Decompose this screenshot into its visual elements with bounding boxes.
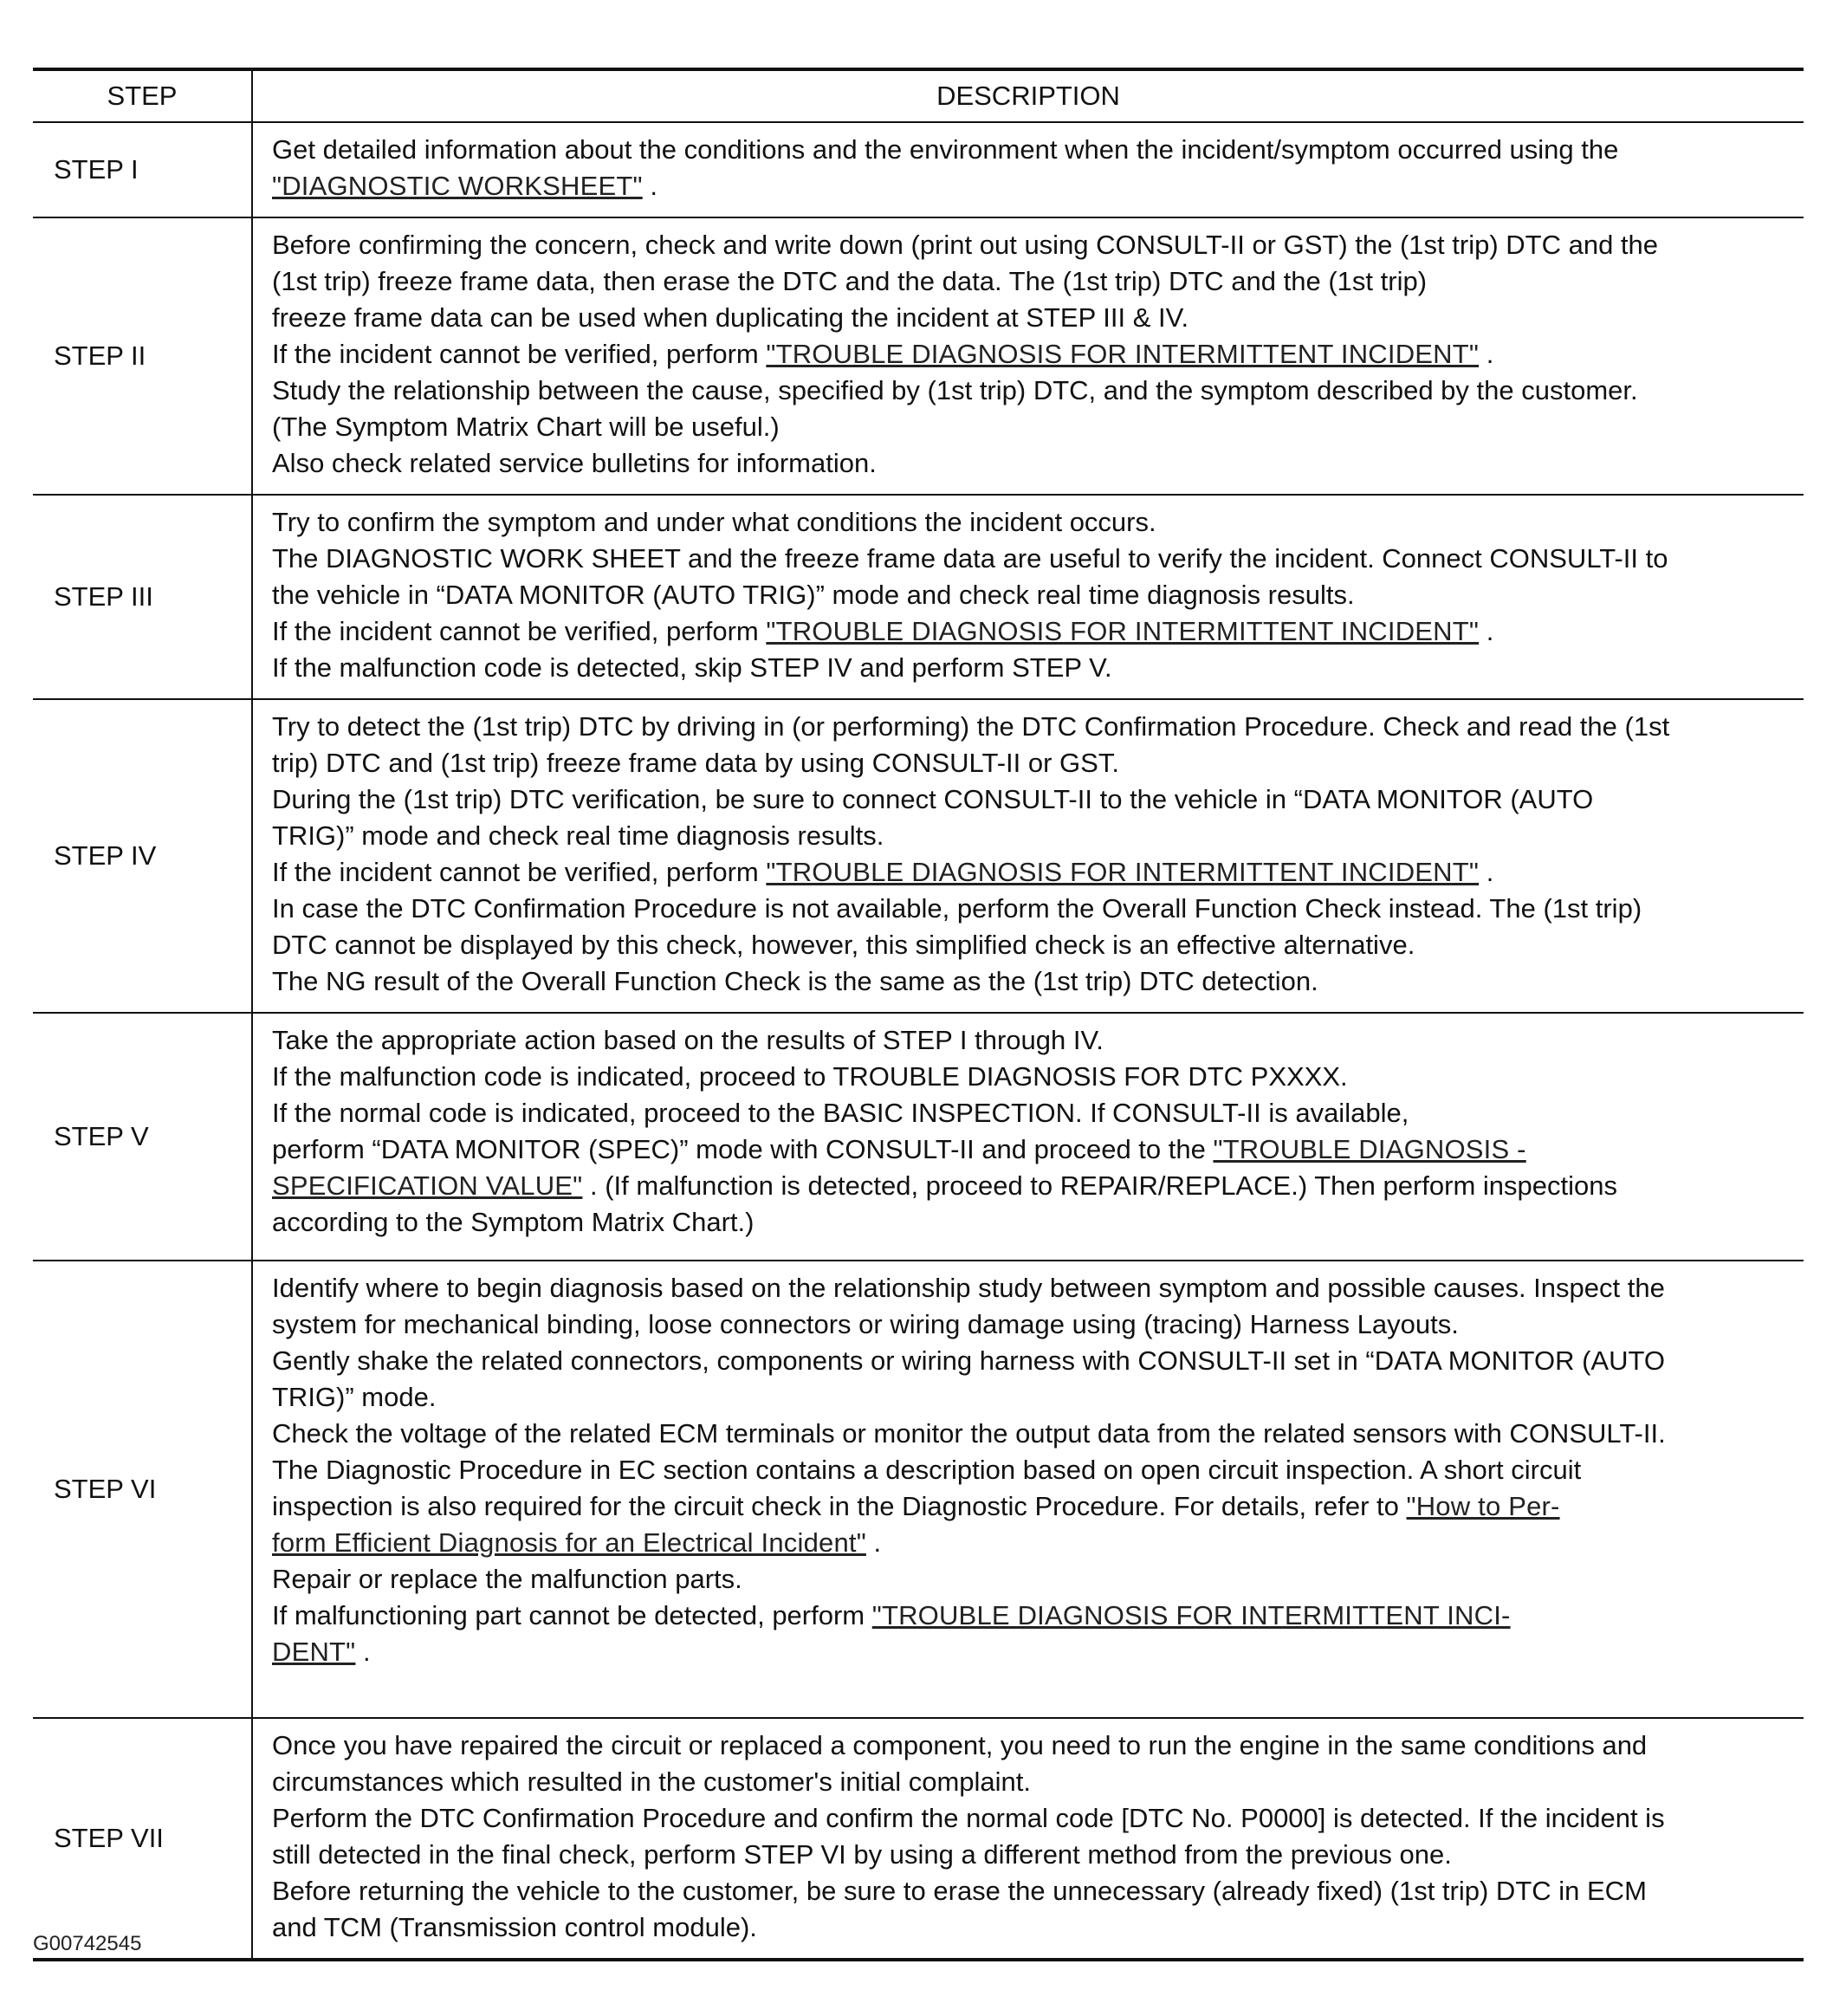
description-line: Once you have repaired the circuit or replaced a component, you need to run the engine in the same conditions and [272, 1730, 1648, 1760]
figure-id: G00742545 [33, 1932, 142, 1955]
step-description [252, 495, 1804, 699]
description-line: DTC cannot be displayed by this check, however, this simplified check is an effective alternative. [272, 930, 1415, 960]
description-line: Before confirming the concern, check and write down (print out using CONSULT-II or GST) the (1st trip) DTC and the [272, 230, 1659, 260]
description-line: Check the voltage of the related ECM terminals or monitor the output data from the related sensors with CONSULT-II. [272, 1418, 1666, 1449]
table-row [33, 1013, 1804, 1261]
description-line: still detected in the final check, perform STEP VI by using a different method from the previous one. [272, 1839, 1452, 1870]
step-description [252, 122, 1804, 217]
worksheet-link[interactable]: "DIAGNOSTIC WORKSHEET" [272, 171, 643, 201]
step-label: STEP VI [33, 1261, 252, 1718]
description-line: Try to confirm the symptom and under what conditions the incident occurs. [272, 507, 1156, 537]
step-label: STEP V [33, 1013, 252, 1261]
step-label: STEP VII [33, 1718, 252, 1960]
intermittent-incident-link[interactable]: "TROUBLE DIAGNOSIS FOR INTERMITTENT INCIDENT" [766, 857, 1480, 887]
specification-value-link[interactable]: SPECIFICATION VALUE" [272, 1170, 583, 1201]
table-header-row [33, 69, 1804, 122]
description-line: Gently shake the related connectors, components or wiring harness with CONSULT-II set in “DATA MONITOR (AUTO [272, 1345, 1665, 1376]
table-row [33, 217, 1804, 495]
step-description [252, 1261, 1804, 1718]
document [33, 68, 1804, 1961]
description-line: Perform the DTC Confirmation Procedure and confirm the normal code [DTC No. P0000] is detected. If the incident is [272, 1803, 1665, 1833]
description-line: If the malfunction code is indicated, proceed to TROUBLE DIAGNOSIS FOR DTC PXXXX. [272, 1061, 1348, 1092]
description-line: the vehicle in “DATA MONITOR (AUTO TRIG)” mode and check real time diagnosis results. [272, 580, 1355, 610]
description-line: (1st trip) freeze frame data, then erase the DTC and the data. The (1st trip) DTC and the (1st trip) [272, 266, 1428, 296]
table-row [33, 495, 1804, 699]
header-description: DESCRIPTION [252, 69, 1804, 122]
description-line: DENT" . [272, 1637, 371, 1667]
table-row [33, 1718, 1804, 1960]
header-step: STEP [33, 69, 252, 122]
description-line: Repair or replace the malfunction parts. [272, 1564, 742, 1594]
description-line: (The Symptom Matrix Chart will be useful.) [272, 412, 780, 442]
intermittent-incident-link[interactable]: DENT" [272, 1637, 356, 1667]
description-line: SPECIFICATION VALUE" . (If malfunction is detected, proceed to REPAIR/REPLACE.) Then perform inspections [272, 1170, 1617, 1201]
description-line: The Diagnostic Procedure in EC section contains a description based on open circuit inspection. A short circuit [272, 1455, 1582, 1485]
description-line: Try to detect the (1st trip) DTC by driving in (or performing) the DTC Confirmation Procedure. Check and read the (1st [272, 711, 1670, 742]
step-label: STEP III [33, 495, 252, 699]
description-line: If the incident cannot be verified, perform "TROUBLE DIAGNOSIS FOR INTERMITTENT INCIDENT" . [272, 857, 1494, 887]
step-label: STEP IV [33, 699, 252, 1013]
intermittent-incident-link[interactable]: "TROUBLE DIAGNOSIS FOR INTERMITTENT INCIDENT" [766, 616, 1480, 646]
intermittent-incident-link[interactable]: "TROUBLE DIAGNOSIS FOR INTERMITTENT INCI- [871, 1600, 1511, 1630]
description-line: form Efficient Diagnosis for an Electrical Incident" . [272, 1527, 882, 1558]
description-line: The NG result of the Overall Function Check is the same as the (1st trip) DTC detection. [272, 966, 1318, 996]
description-line: circumstances which resulted in the customer's initial complaint. [272, 1766, 1031, 1797]
description-line: inspection is also required for the circuit check in the Diagnostic Procedure. For details, refer to "How to Per- [272, 1491, 1560, 1521]
description-line: During the (1st trip) DTC verification, be sure to connect CONSULT-II to the vehicle in “DATA MONITOR (AUTO [272, 784, 1594, 814]
table-row [33, 1261, 1804, 1718]
step-description [252, 1718, 1804, 1960]
description-line: Get detailed information about the conditions and the environment when the incident/symptom occurred using the [272, 134, 1619, 165]
specification-value-link[interactable]: "TROUBLE DIAGNOSIS - [1213, 1134, 1526, 1164]
step-description [252, 1013, 1804, 1261]
description-line: The DIAGNOSTIC WORK SHEET and the freeze frame data are useful to verify the incident. Connect CONSULT-II to [272, 543, 1668, 574]
description-line: perform “DATA MONITOR (SPEC)” mode with CONSULT-II and proceed to the "TROUBLE DIAGNOSIS - [272, 1134, 1526, 1164]
description-line: If the incident cannot be verified, perform "TROUBLE DIAGNOSIS FOR INTERMITTENT INCIDENT" . [272, 616, 1494, 646]
description-line: In case the DTC Confirmation Procedure is not available, perform the Overall Function Check instead. The (1st trip) [272, 893, 1642, 924]
table-row [33, 699, 1804, 1013]
description-line: Before returning the vehicle to the customer, be sure to erase the unnecessary (already fixed) (1st trip) DTC in ECM [272, 1876, 1647, 1906]
description-line: If the incident cannot be verified, perform "TROUBLE DIAGNOSIS FOR INTERMITTENT INCIDENT" . [272, 339, 1494, 369]
electrical-incident-link[interactable]: form Efficient Diagnosis for an Electrical Incident" [272, 1527, 866, 1558]
description-line: according to the Symptom Matrix Chart.) [272, 1207, 755, 1237]
description-line: freeze frame data can be used when duplicating the incident at STEP III & IV. [272, 302, 1189, 333]
description-line: If the malfunction code is detected, skip STEP IV and perform STEP V. [272, 652, 1112, 683]
description-line: If the normal code is indicated, proceed to the BASIC INSPECTION. If CONSULT-II is available, [272, 1098, 1409, 1128]
intermittent-incident-link[interactable]: "TROUBLE DIAGNOSIS FOR INTERMITTENT INCIDENT" [766, 339, 1480, 369]
description-line: trip) DTC and (1st trip) freeze frame data by using CONSULT-II or GST. [272, 748, 1119, 778]
description-line: system for mechanical binding, loose connectors or wiring damage using (tracing) Harness Layouts. [272, 1309, 1459, 1339]
description-line: Study the relationship between the cause, specified by (1st trip) DTC, and the symptom described by the customer. [272, 375, 1638, 405]
step-label: STEP II [33, 217, 252, 495]
step-label: STEP I [33, 122, 252, 217]
step-description [252, 699, 1804, 1013]
electrical-incident-link[interactable]: "How to Per- [1406, 1491, 1560, 1521]
description-line: "DIAGNOSTIC WORKSHEET" . [272, 171, 657, 201]
description-line: and TCM (Transmission control module). [272, 1912, 757, 1942]
diagnostic-steps-table [33, 68, 1804, 1961]
description-line: TRIG)” mode. [272, 1382, 437, 1412]
table-row [33, 122, 1804, 217]
description-line: If malfunctioning part cannot be detected, perform "TROUBLE DIAGNOSIS FOR INTERMITTENT INCI- [272, 1600, 1511, 1630]
description-line: TRIG)” mode and check real time diagnosis results. [272, 820, 884, 851]
step-description [252, 217, 1804, 495]
description-line: Take the appropriate action based on the results of STEP I through IV. [272, 1025, 1104, 1055]
description-line: Identify where to begin diagnosis based on the relationship study between symptom and possible causes. Inspect the [272, 1273, 1665, 1303]
description-line: Also check related service bulletins for information. [272, 448, 877, 478]
